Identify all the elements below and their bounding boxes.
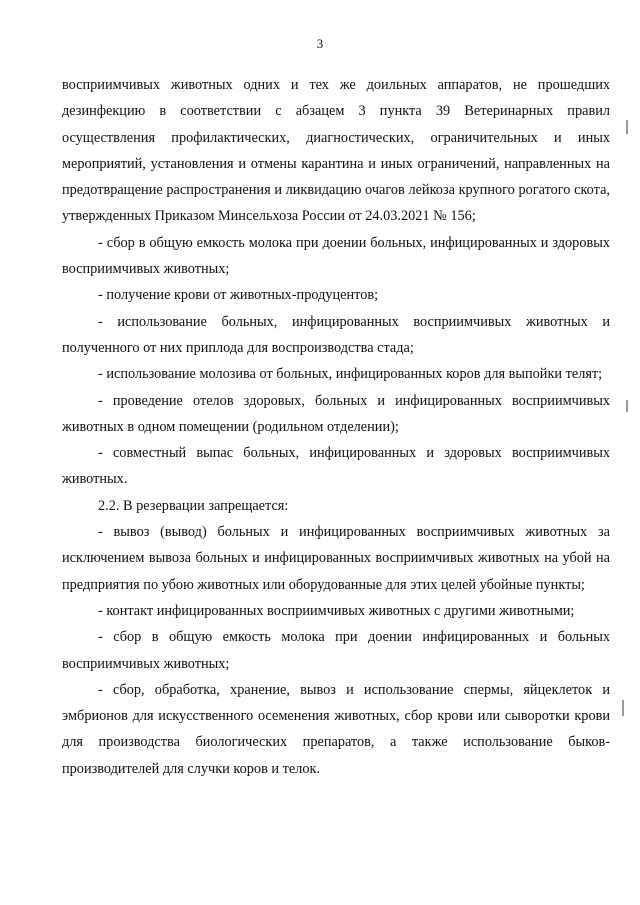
page-number: 3 — [316, 36, 324, 51]
scan-mark — [622, 700, 624, 716]
scan-mark — [626, 400, 628, 412]
list-item: - сбор в общую емкость молока при доении инфицированных и больных восприимчивых животных; — [62, 629, 610, 672]
list-item: - контакт инфицированных восприимчивых животных с другими животными; — [98, 602, 575, 619]
list-item: - вывоз (вывод) больных и инфицированных восприимчивых животных за исключением вывоза больных и инфицированных восприимчивых животных на убой на предприятия по убою животных или оборудованные для этих целей убойные пункты; — [62, 524, 610, 593]
list-item: - использование больных, инфицированных восприимчивых животных и полученного от них приплода для воспроизводства стада; — [62, 313, 610, 356]
list-item: - сбор в общую емкость молока при доении больных, инфицированных и здоровых восприимчивых животных; — [62, 234, 610, 278]
section-heading: 2.2. В резервации запрещается: — [98, 497, 289, 514]
list-item: - получение крови от животных-продуцентов; — [98, 287, 379, 304]
scan-mark — [626, 120, 628, 134]
list-item: - использование молозива от больных, инфицированных коров для выпойки телят; — [98, 366, 603, 383]
paragraph-continuation: восприимчивых животных одних и тех же доильных аппаратов, не прошедших дезинфекцию в соответствии с абзацем 3 пункта 39 Ветеринарных правил осуществления профилактических, диагностических, ограничительных и иных мероприятий, установления и отмены карантина и иных ограничений, направленных на предотвращение распространения и ликвидацию очагов лейкоза крупного рогатого скота, утвержденных Приказом Минсельхоза России от 24.03.2021 № 156; — [62, 77, 610, 225]
document-body — [62, 72, 610, 782]
list-item: - совместный выпас больных, инфицированных и здоровых восприимчивых животных. — [62, 445, 610, 488]
list-item: - проведение отелов здоровых, больных и инфицированных восприимчивых животных в одном помещении (родильном отделении); — [62, 392, 610, 435]
list-item: - сбор, обработка, хранение, вывоз и использование спермы, яйцеклеток и эмбрионов для искусственного осеменения животных, сбор крови или сыворотки крови для производства биологических препаратов, а также использование быков-производителей для случки коров и телок. — [62, 681, 610, 777]
